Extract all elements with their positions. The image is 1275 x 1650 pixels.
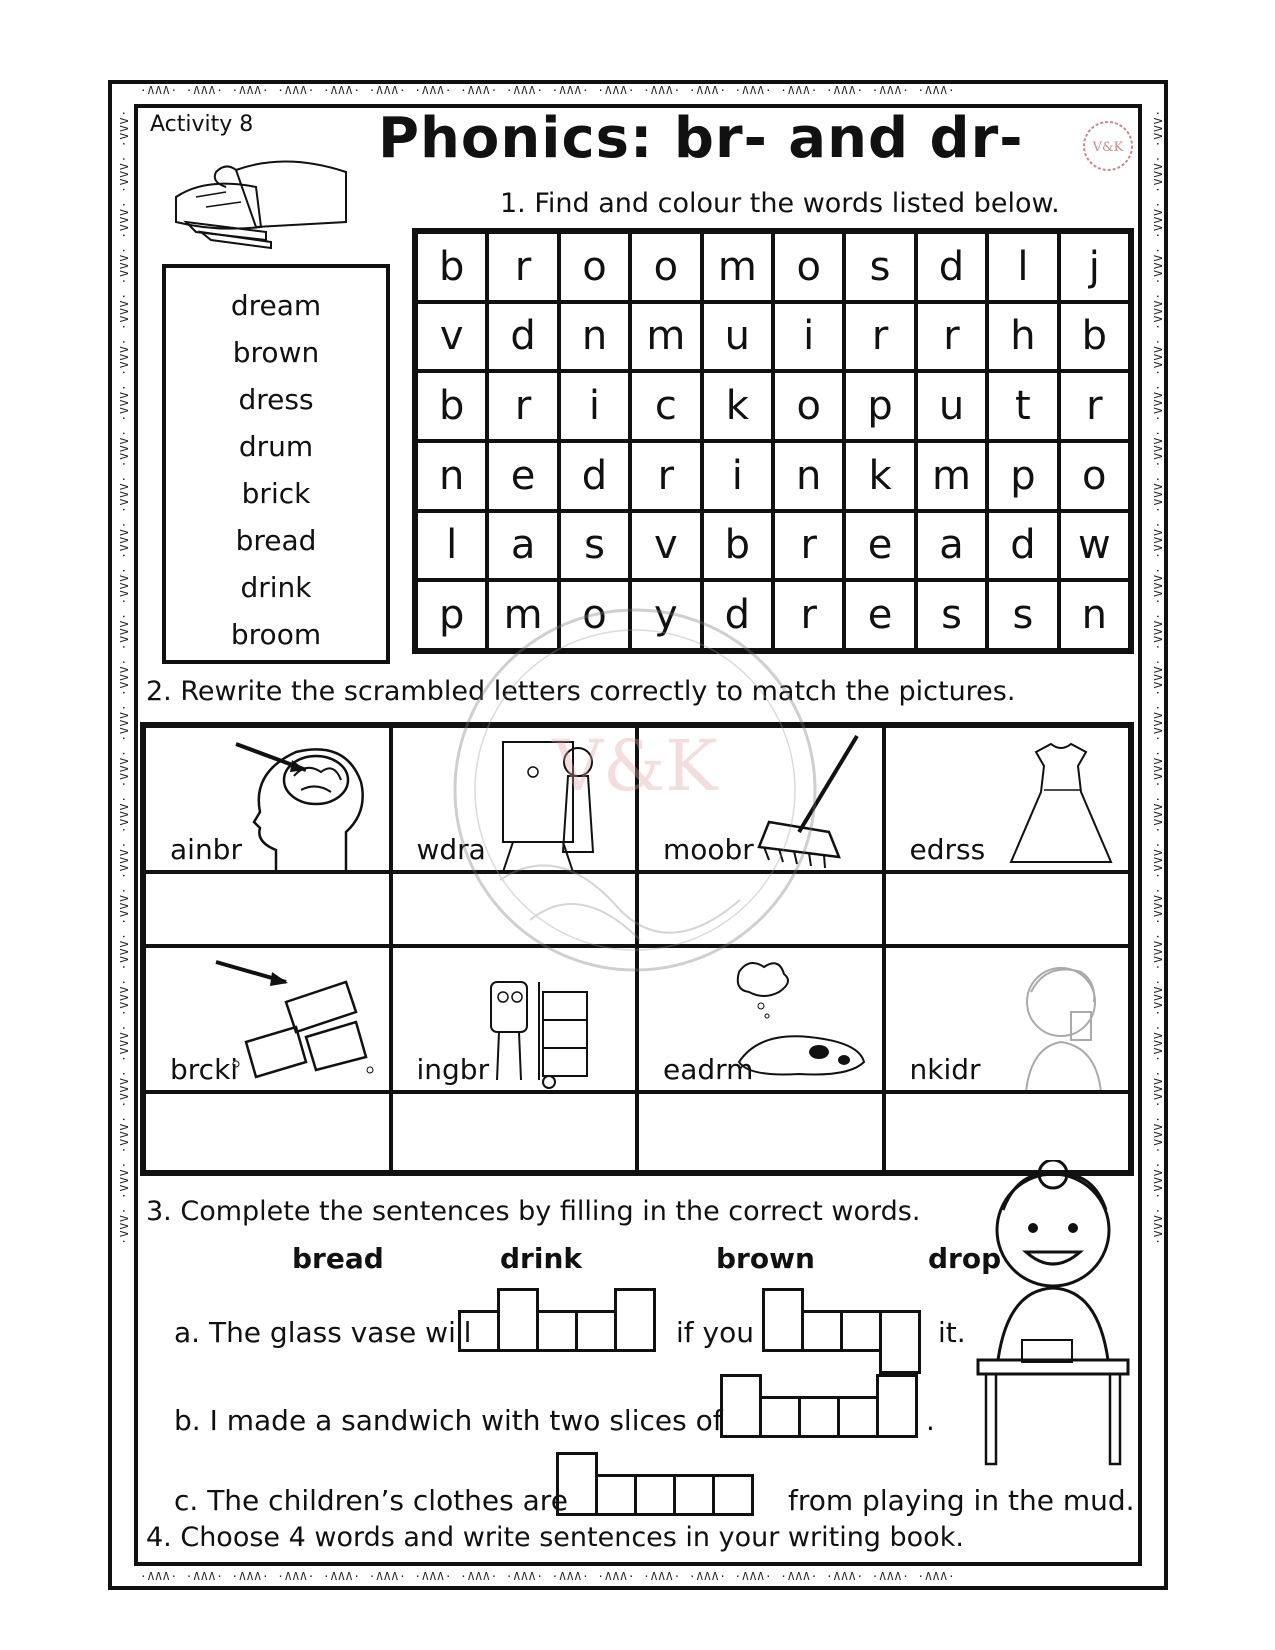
scrambled-word: ingbr	[416, 1053, 490, 1086]
word-list	[162, 264, 390, 664]
grid-cell[interactable]: p	[416, 580, 487, 650]
word-bank-item: drink	[500, 1242, 583, 1275]
answer-cell[interactable]	[391, 872, 638, 946]
answer-cell[interactable]	[884, 872, 1131, 946]
grid-cell[interactable]: o	[1059, 441, 1130, 511]
svg-text:V&K: V&K	[1092, 140, 1124, 155]
scrambled-word: wdra	[416, 833, 486, 866]
grid-cell[interactable]: c	[630, 371, 701, 441]
grid-cell[interactable]: i	[702, 441, 773, 511]
word-list-item: dress	[238, 383, 314, 416]
picture-cell-drink	[884, 946, 1131, 1092]
sentence-a-mid: if you	[676, 1316, 754, 1349]
picture-cell-brain	[144, 726, 391, 872]
grid-cell[interactable]: d	[487, 302, 558, 372]
word-bank-item: brown	[716, 1242, 815, 1275]
grid-cell[interactable]: v	[416, 302, 487, 372]
grid-cell[interactable]: r	[1059, 371, 1130, 441]
grid-cell[interactable]: o	[559, 580, 630, 650]
picture-cell-draw	[391, 726, 638, 872]
grid-cell[interactable]: r	[916, 302, 987, 372]
sentence-c-start: c. The children’s clothes are	[174, 1484, 568, 1517]
logo-icon	[1080, 118, 1136, 174]
border-pattern-right: ·ɅɅɅ· ·ɅɅɅ· ·ɅɅɅ· ·ɅɅɅ· ·ɅɅɅ· ·ɅɅɅ· ·ɅɅɅ· ·ɅɅɅ· ·ɅɅɅ· ·ɅɅɅ· ·ɅɅɅ· ·ɅɅɅ· ·ɅɅɅ· ·ɅɅɅ· ·ɅɅɅ· ·ɅɅɅ· ·ɅɅɅ· ·ɅɅɅ· ·ɅɅɅ· ·ɅɅɅ· ·ɅɅɅ· ·ɅɅɅ· ·ɅɅɅ· ·ɅɅɅ· ·ɅɅɅ·	[1151, 110, 1164, 1246]
sentence-a-start: a. The glass vase will	[174, 1316, 472, 1349]
girl-at-desk-icon	[958, 1160, 1148, 1480]
grid-cell[interactable]: u	[702, 302, 773, 372]
grid-cell[interactable]: m	[630, 302, 701, 372]
grid-cell[interactable]: b	[416, 371, 487, 441]
answer-cell[interactable]	[144, 1092, 391, 1172]
scrambled-word: nkidr	[909, 1053, 981, 1086]
grid-cell[interactable]: d	[987, 511, 1058, 581]
grid-cell[interactable]: i	[559, 371, 630, 441]
grid-cell[interactable]: k	[702, 371, 773, 441]
grid-cell[interactable]: s	[844, 232, 915, 302]
grid-cell[interactable]: o	[773, 371, 844, 441]
border-pattern-left: ·ɅɅɅ· ·ɅɅɅ· ·ɅɅɅ· ·ɅɅɅ· ·ɅɅɅ· ·ɅɅɅ· ·ɅɅɅ· ·ɅɅɅ· ·ɅɅɅ· ·ɅɅɅ· ·ɅɅɅ· ·ɅɅɅ· ·ɅɅɅ· ·ɅɅɅ· ·ɅɅɅ· ·ɅɅɅ· ·ɅɅɅ· ·ɅɅɅ· ·ɅɅɅ· ·ɅɅɅ· ·ɅɅɅ· ·ɅɅɅ· ·ɅɅɅ· ·ɅɅɅ· ·ɅɅɅ·	[117, 110, 130, 1246]
grid-cell[interactable]: b	[1059, 302, 1130, 372]
grid-cell[interactable]: h	[987, 302, 1058, 372]
sentence-a-end: it.	[938, 1316, 966, 1349]
word-list-item: bread	[235, 524, 317, 557]
grid-cell[interactable]: u	[916, 371, 987, 441]
word-list-item: drum	[238, 430, 314, 463]
activity-label: Activity 8	[150, 112, 254, 137]
grid-cell[interactable]: m	[487, 580, 558, 650]
grid-cell[interactable]: v	[630, 511, 701, 581]
grid-cell[interactable]: r	[773, 511, 844, 581]
answer-boxes-b[interactable]	[720, 1374, 915, 1438]
grid-cell[interactable]: j	[1059, 232, 1130, 302]
grid-cell[interactable]: p	[844, 371, 915, 441]
grid-cell[interactable]: r	[487, 232, 558, 302]
bread-icon	[166, 152, 366, 252]
grid-cell[interactable]: a	[916, 511, 987, 581]
sentence-b-start: b. I made a sandwich with two slices of	[174, 1404, 723, 1437]
grid-cell[interactable]: y	[630, 580, 701, 650]
question-1: 1. Find and colour the words listed below.	[500, 188, 1060, 219]
grid-cell[interactable]: i	[773, 302, 844, 372]
border-pattern-bottom: ·ɅɅɅ· ·ɅɅɅ· ·ɅɅɅ· ·ɅɅɅ· ·ɅɅɅ· ·ɅɅɅ· ·ɅɅɅ· ·ɅɅɅ· ·ɅɅɅ· ·ɅɅɅ· ·ɅɅɅ· ·ɅɅɅ· ·ɅɅɅ· ·ɅɅɅ· ·ɅɅɅ· ·ɅɅɅ· ·ɅɅɅ· ·ɅɅɅ·	[140, 1570, 956, 1583]
grid-cell[interactable]: l	[416, 511, 487, 581]
grid-cell[interactable]: k	[844, 441, 915, 511]
word-list-item: brown	[232, 336, 320, 369]
grid-cell[interactable]: o	[559, 232, 630, 302]
question-2: 2. Rewrite the scrambled letters correctly to match the pictures.	[146, 676, 1016, 707]
grid-cell[interactable]: b	[702, 511, 773, 581]
grid-cell[interactable]: b	[416, 232, 487, 302]
answer-cell[interactable]	[637, 872, 884, 946]
answer-cell[interactable]	[391, 1092, 638, 1172]
sentence-c-end: from playing in the mud.	[788, 1484, 1135, 1517]
grid-cell[interactable]: w	[1059, 511, 1130, 581]
grid-cell[interactable]: r	[773, 580, 844, 650]
grid-cell[interactable]: m	[916, 441, 987, 511]
sentence-b-end: .	[926, 1404, 935, 1437]
word-list-item: drink	[240, 571, 312, 604]
picture-cell-broom	[637, 726, 884, 872]
scrambled-word: brcki	[170, 1053, 239, 1086]
grid-cell[interactable]: n	[416, 441, 487, 511]
grid-cell[interactable]: r	[630, 441, 701, 511]
scrambled-word: eadrm	[663, 1053, 754, 1086]
scramble-table	[140, 722, 1134, 1176]
picture-cell-brick	[144, 946, 391, 1092]
grid-cell[interactable]: n	[559, 302, 630, 372]
grid-cell[interactable]: l	[987, 232, 1058, 302]
border-pattern-top: ·ɅɅɅ· ·ɅɅɅ· ·ɅɅɅ· ·ɅɅɅ· ·ɅɅɅ· ·ɅɅɅ· ·ɅɅɅ· ·ɅɅɅ· ·ɅɅɅ· ·ɅɅɅ· ·ɅɅɅ· ·ɅɅɅ· ·ɅɅɅ· ·ɅɅɅ· ·ɅɅɅ· ·ɅɅɅ· ·ɅɅɅ· ·ɅɅɅ·	[140, 84, 956, 97]
word-list-item: brick	[241, 477, 311, 510]
answer-cell[interactable]	[637, 1092, 884, 1172]
question-3: 3. Complete the sentences by filling in the correct words.	[146, 1196, 921, 1227]
picture-cell-dress	[884, 726, 1131, 872]
grid-cell[interactable]: e	[844, 511, 915, 581]
grid-cell[interactable]: m	[702, 232, 773, 302]
picture-cell-bring	[391, 946, 638, 1092]
grid-cell[interactable]: s	[559, 511, 630, 581]
answer-boxes-c[interactable]	[556, 1452, 751, 1516]
grid-cell[interactable]: o	[630, 232, 701, 302]
svg-text:V&K: V&K	[552, 725, 718, 807]
picture-cell-dream	[637, 946, 884, 1092]
question-4: 4. Choose 4 words and write sentences in your writing book.	[146, 1522, 964, 1553]
grid-cell[interactable]: e	[844, 580, 915, 650]
word-bank-item: bread	[292, 1242, 384, 1275]
answer-cell[interactable]	[144, 872, 391, 946]
word-list-item: broom	[230, 618, 322, 651]
grid-cell[interactable]: s	[916, 580, 987, 650]
word-list-item: dream	[230, 289, 322, 322]
grid-cell[interactable]: n	[1059, 580, 1130, 650]
grid-cell[interactable]: d	[559, 441, 630, 511]
page-title: Phonics: br- and dr-	[378, 106, 1024, 171]
grid-cell[interactable]: d	[916, 232, 987, 302]
answer-boxes-a1[interactable]	[458, 1288, 653, 1352]
scrambled-word: ainbr	[170, 833, 242, 866]
scrambled-word: moobr	[663, 833, 754, 866]
grid-cell[interactable]: d	[702, 580, 773, 650]
grid-cell[interactable]: s	[987, 580, 1058, 650]
grid-cell[interactable]: r	[844, 302, 915, 372]
word-search-grid	[412, 228, 1134, 654]
grid-cell[interactable]: a	[487, 511, 558, 581]
answer-boxes-a2[interactable]	[762, 1288, 918, 1352]
grid-cell[interactable]: o	[773, 232, 844, 302]
word-bank-item: drop	[928, 1242, 1002, 1275]
grid-cell[interactable]: t	[987, 371, 1058, 441]
grid-cell[interactable]: r	[487, 371, 558, 441]
grid-cell[interactable]: e	[487, 441, 558, 511]
scrambled-word: edrss	[909, 833, 986, 866]
grid-cell[interactable]: p	[987, 441, 1058, 511]
grid-cell[interactable]: n	[773, 441, 844, 511]
